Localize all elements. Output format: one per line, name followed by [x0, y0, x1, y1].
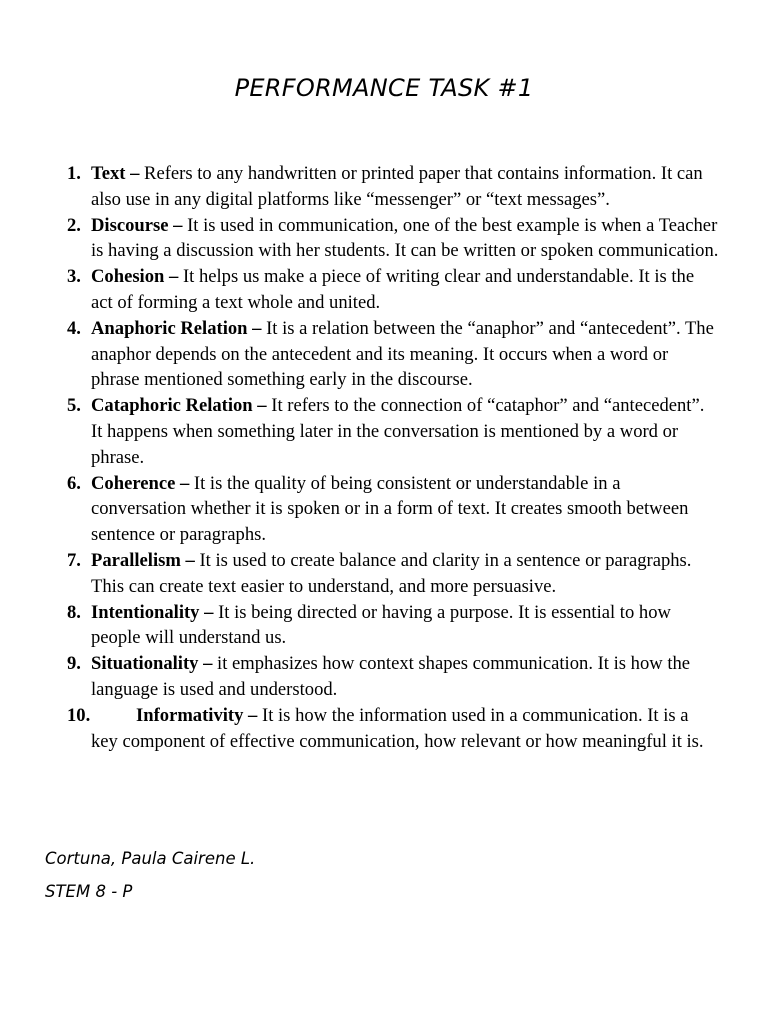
item-definition: It is used in communication, one of the best example is when a Teacher is having a discussion with her students. It can be written or spoken communication.: [91, 214, 719, 262]
item-number: 9.: [67, 653, 81, 675]
item-definition: It is how the information used in a communication. It is a key component of effective communication, how relevant or how meaningful it is.: [91, 704, 704, 752]
item-term: Text –: [91, 163, 140, 184]
item-term: Coherence –: [91, 472, 190, 494]
list-item: [0, 213, 768, 265]
item-definition: Refers to any handwritten or printed paper that contains information. It can also use in any digital platforms like “messenger” or “text messages”.: [91, 163, 703, 210]
item-definition: It helps us make a piece of writing clear and understandable. It is the act of forming a text whole and united.: [91, 266, 695, 313]
item-number: 2.: [67, 214, 81, 236]
item-term: Informativity –: [136, 704, 258, 726]
item-number: 3.: [67, 266, 81, 288]
item-definition: It is a relation between the “anaphor” and “antecedent”. The anaphor depends on the antecedent and its meaning. It occurs when a word or phrase mentioned something early in the discourse.: [91, 317, 714, 391]
list-item: [0, 600, 768, 652]
item-number: 1.: [67, 163, 81, 184]
list-item: [0, 651, 768, 703]
item-definition: It refers to the connection of “cataphor” and “antecedent”. It happens when something later in the conversation is mentioned by a word or phrase.: [91, 395, 705, 468]
list-item: [0, 264, 768, 316]
item-definition: it emphasizes how context shapes communication. It is how the language is used and understood.: [91, 653, 691, 700]
item-term: Discourse –: [91, 214, 183, 236]
list-item: [0, 161, 768, 213]
item-term: Anaphoric Relation –: [91, 317, 262, 339]
item-number: 6.: [67, 472, 81, 494]
item-number: 5.: [67, 395, 81, 417]
definitions-list: [0, 161, 768, 754]
item-definition: It is being directed or having a purpose. It is essential to how people will understand us.: [91, 601, 671, 649]
item-number: 7.: [67, 549, 81, 571]
list-item: [0, 703, 768, 755]
item-definition: It is the quality of being consistent or understandable in a conversation whether it is spoken or in a form of text. It creates smooth between sentence or paragraphs.: [91, 472, 689, 546]
item-definition: It is used to create balance and clarity in a sentence or paragraphs. This can create text easier to understand, and more persuasive.: [91, 549, 692, 597]
item-number: 10.: [67, 704, 91, 726]
list-item: [0, 548, 768, 600]
item-term: Intentionality –: [91, 601, 214, 623]
list-item: [0, 471, 768, 548]
class-section: STEM 8 - P: [45, 882, 133, 901]
item-number: 8.: [67, 601, 81, 623]
document-title: PERFORMANCE TASK #1: [234, 74, 534, 102]
item-term: Cataphoric Relation –: [91, 395, 267, 417]
list-item: [0, 316, 768, 393]
item-term: Parallelism –: [91, 549, 195, 571]
item-text-wrap: [91, 703, 720, 755]
list-item: [0, 393, 768, 470]
author-name: Cortuna, Paula Cairene L.: [45, 849, 256, 868]
item-term: Cohesion –: [91, 266, 179, 288]
item-number: 4.: [67, 317, 81, 339]
item-term: Situationality –: [91, 653, 213, 675]
